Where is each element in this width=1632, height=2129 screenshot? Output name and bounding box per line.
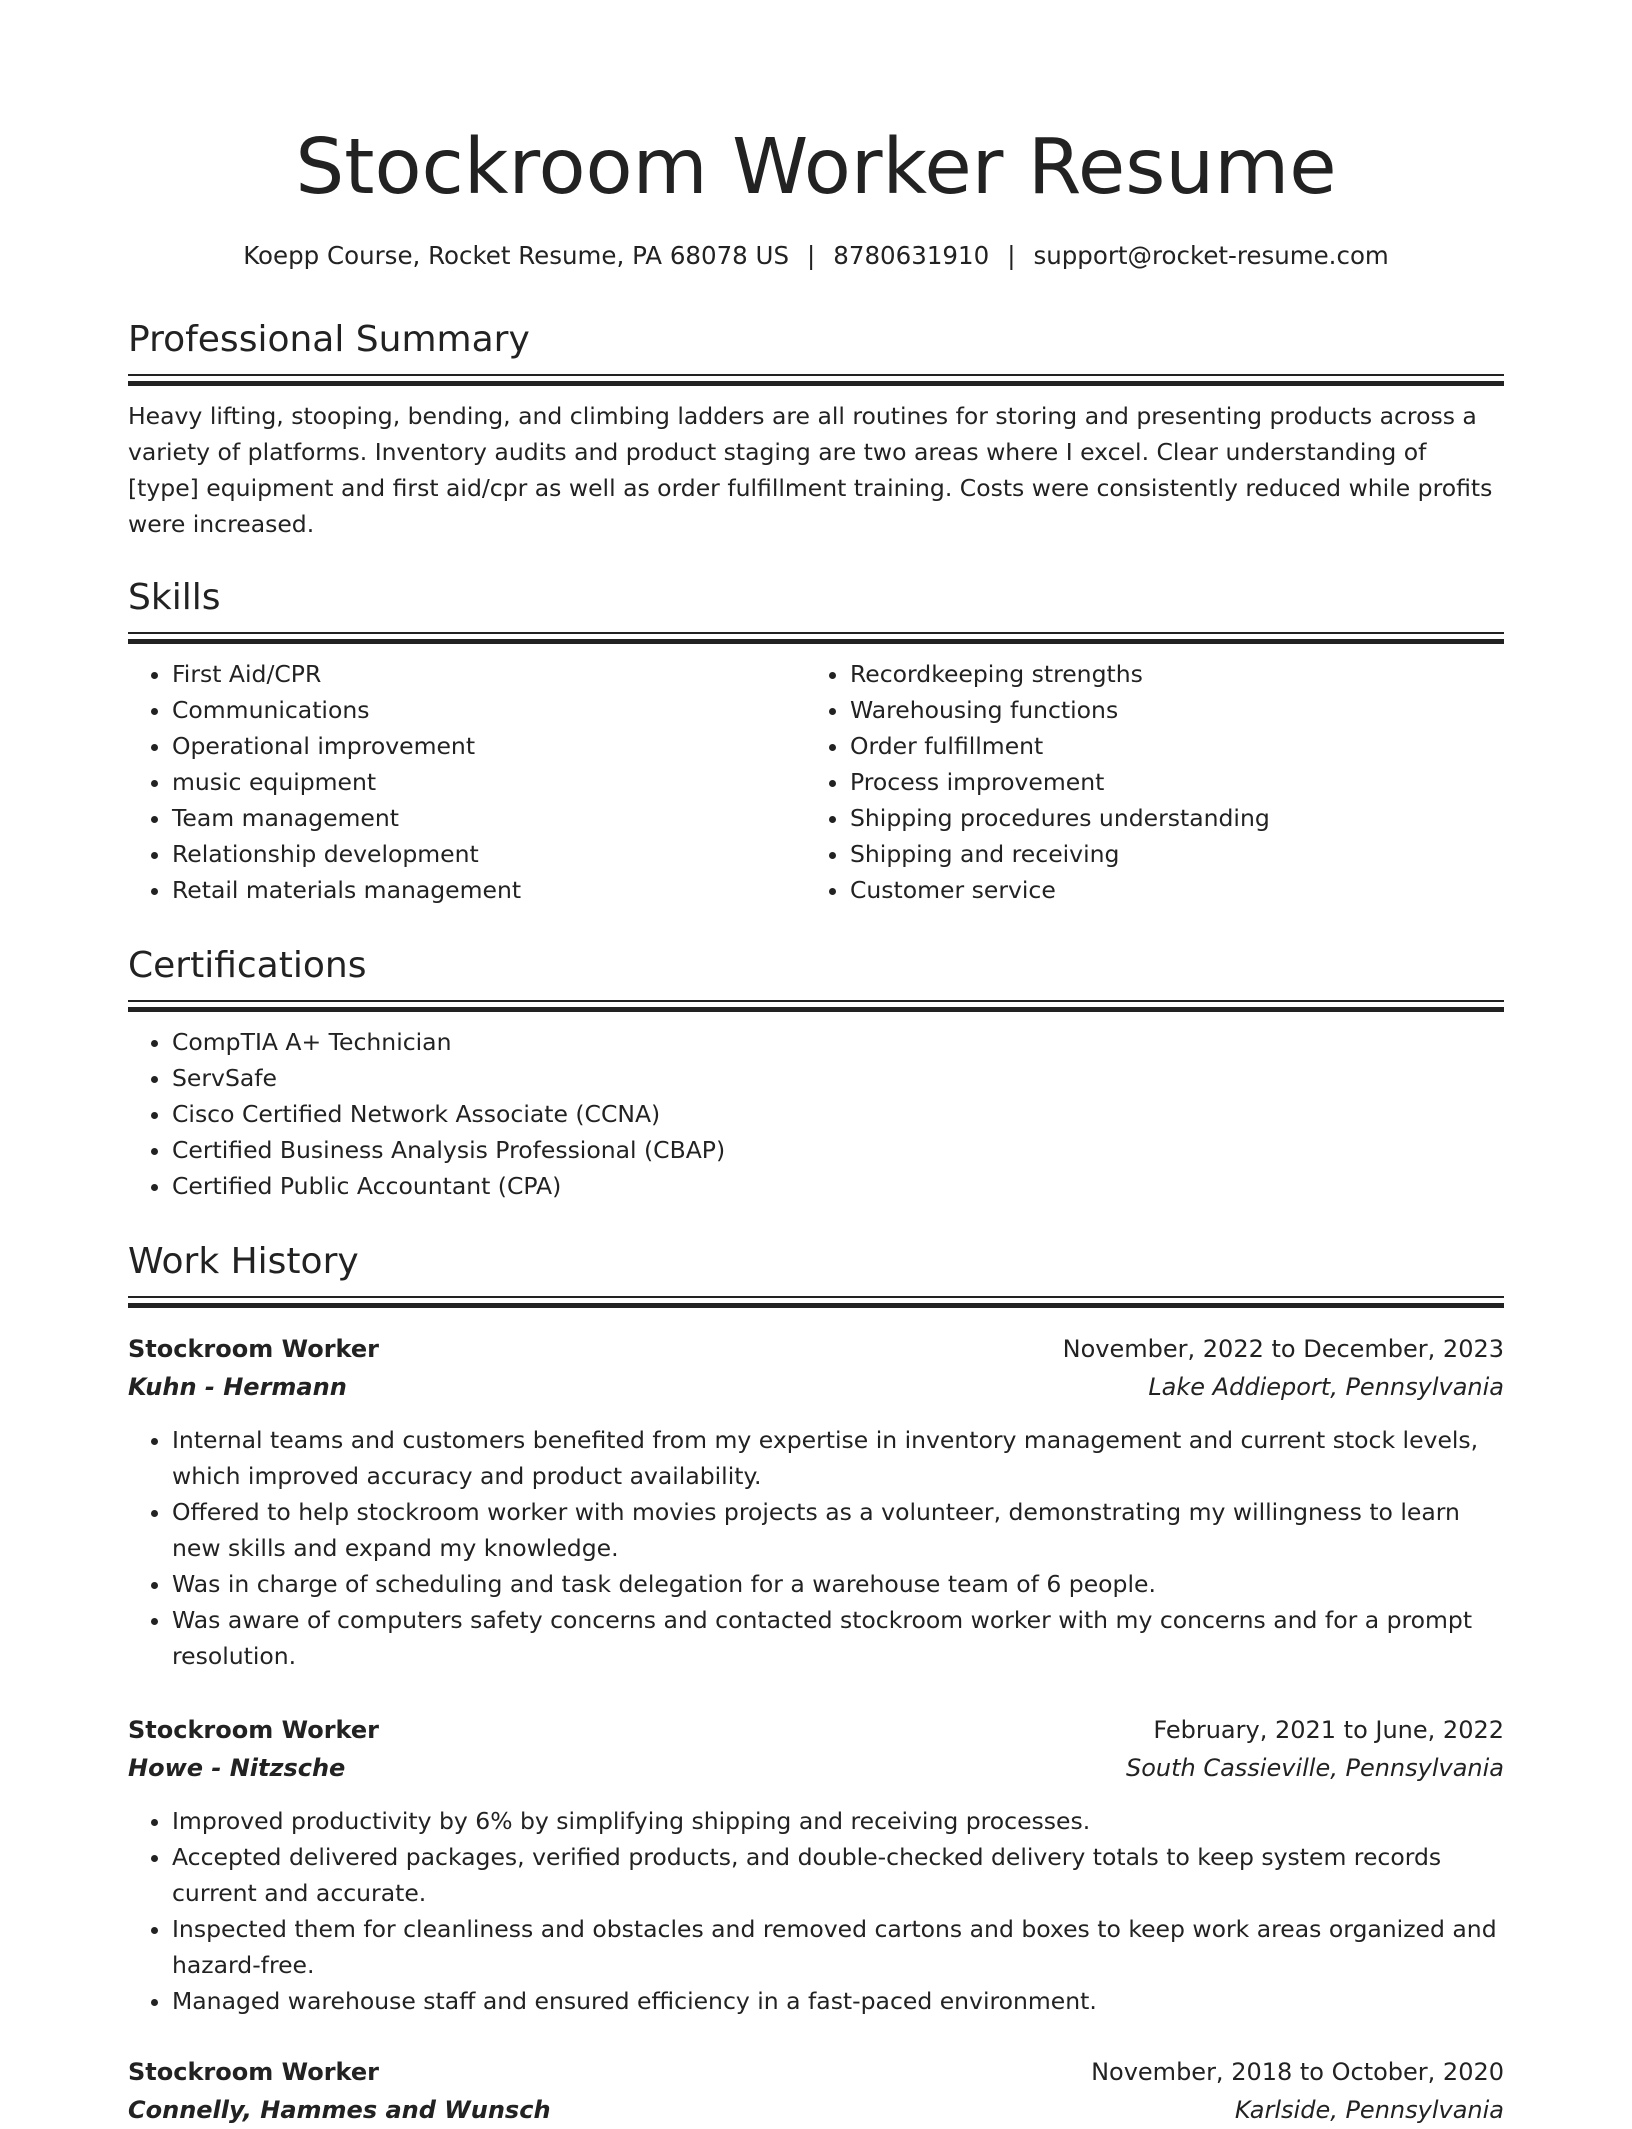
certification-item: • CompTIA A+ Technician	[172, 1024, 1504, 1060]
section-divider	[128, 381, 1504, 386]
job-entry	[128, 1330, 1504, 1674]
skill-item: • Shipping procedures understanding	[850, 800, 1484, 836]
job-location: South Cassieville, Pennsylvania	[1125, 1754, 1504, 1782]
contact-separator: |	[1007, 241, 1016, 270]
job-subheader	[128, 2091, 1504, 2129]
section-divider	[128, 639, 1504, 644]
certification-item: • ServSafe	[172, 1060, 1504, 1096]
skill-item: • Order fulfillment	[850, 728, 1484, 764]
contact-email: support@rocket-resume.com	[1033, 241, 1389, 270]
certifications-section	[128, 942, 1504, 1204]
job-bullet: • Accepted delivered packages, verified products, and double-checked delivery totals to keep system records current and accurate.	[172, 1839, 1504, 1911]
job-company: Kuhn - Hermann	[128, 1373, 347, 1401]
skill-item: • Customer service	[850, 872, 1484, 908]
skill-item: • Team management	[172, 800, 806, 836]
skill-item: • Operational improvement	[172, 728, 806, 764]
job-company: Connelly, Hammes and Wunsch	[128, 2096, 551, 2124]
job-header	[128, 2053, 1504, 2091]
job-title: Stockroom Worker	[128, 1335, 379, 1363]
contact-address: Koepp Course, Rocket Resume, PA 68078 US	[243, 241, 790, 270]
job-bullet: • Internal teams and customers benefited from my expertise in inventory management and current stock levels, which improved accuracy and product availability.	[172, 1422, 1504, 1494]
skill-item: • Warehousing functions	[850, 692, 1484, 728]
job-header	[128, 1330, 1504, 1368]
summary-text: Heavy lifting, stooping, bending, and climbing ladders are all routines for storing and presenting products across a variety of platforms. Inventory audits and product staging are two areas where I excel. Clear understanding of [type] equipment and first aid/cpr as well as order fulfillment training. Costs were consistently reduced while profits were increased.	[128, 402, 1493, 538]
section-divider	[128, 374, 1504, 376]
job-location: Lake Addieport, Pennsylvania	[1148, 1373, 1504, 1401]
summary-heading: Professional Summary	[128, 319, 530, 360]
skill-item: • music equipment	[172, 764, 806, 800]
job-company: Howe - Nitzsche	[128, 1754, 346, 1782]
contact-separator: |	[807, 241, 816, 270]
skills-heading: Skills	[128, 577, 221, 618]
summary-section	[128, 316, 1504, 542]
job-location: Karlside, Pennsylvania	[1234, 2096, 1504, 2124]
work-history-section	[128, 1238, 1504, 1308]
skills-left-column	[128, 656, 806, 908]
section-divider	[128, 1007, 1504, 1012]
skills-right-column	[806, 656, 1484, 908]
skills-section	[128, 574, 1504, 908]
job-bullet: • Offered to help stockroom worker with movies projects as a volunteer, demonstrating my willingness to learn new skills and expand my knowledge.	[172, 1494, 1504, 1566]
skills-columns	[128, 656, 1504, 908]
job-subheader	[128, 1749, 1504, 1787]
job-dates: November, 2018 to October, 2020	[1091, 2058, 1504, 2086]
job-bullet: • Managed warehouse staff and ensured efficiency in a fast-paced environment.	[172, 1983, 1504, 2019]
job-bullet: • Was in charge of scheduling and task delegation for a warehouse team of 6 people.	[172, 1566, 1504, 1602]
job-dates: February, 2021 to June, 2022	[1153, 1716, 1504, 1744]
section-divider	[128, 632, 1504, 634]
job-dates: November, 2022 to December, 2023	[1062, 1335, 1504, 1363]
skill-item: • First Aid/CPR	[172, 656, 806, 692]
contact-line	[128, 238, 1504, 274]
job-entry	[128, 1711, 1504, 2019]
job-title: Stockroom Worker	[128, 2058, 379, 2086]
job-title: Stockroom Worker	[128, 1716, 379, 1744]
certification-item: • Cisco Certified Network Associate (CCNA)	[172, 1096, 1504, 1132]
skill-item: • Recordkeeping strengths	[850, 656, 1484, 692]
certifications-heading: Certifications	[128, 945, 367, 986]
certification-item: • Certified Business Analysis Professional (CBAP)	[172, 1132, 1504, 1168]
work-history-heading: Work History	[128, 1241, 359, 1282]
certification-item: • Certified Public Accountant (CPA)	[172, 1168, 1504, 1204]
job-entry	[128, 2053, 1504, 2129]
job-bullet: • Improved productivity by 6% by simplifying shipping and receiving processes.	[172, 1803, 1504, 1839]
job-subheader	[128, 1368, 1504, 1406]
job-bullet: • Inspected them for cleanliness and obstacles and removed cartons and boxes to keep work areas organized and hazard-free.	[172, 1911, 1504, 1983]
job-header	[128, 1711, 1504, 1749]
job-bullet: • Was aware of computers safety concerns and contacted stockroom worker with my concerns and for a prompt resolution.	[172, 1602, 1504, 1674]
page-title: Stockroom Worker Resume	[295, 123, 1337, 212]
skill-item: • Relationship development	[172, 836, 806, 872]
section-divider	[128, 1296, 1504, 1298]
skill-item: • Shipping and receiving	[850, 836, 1484, 872]
skill-item: • Retail materials management	[172, 872, 806, 908]
section-divider	[128, 1303, 1504, 1308]
skill-item: • Process improvement	[850, 764, 1484, 800]
skill-item: • Communications	[172, 692, 806, 728]
contact-phone: 8780631910	[833, 241, 990, 270]
section-divider	[128, 1000, 1504, 1002]
